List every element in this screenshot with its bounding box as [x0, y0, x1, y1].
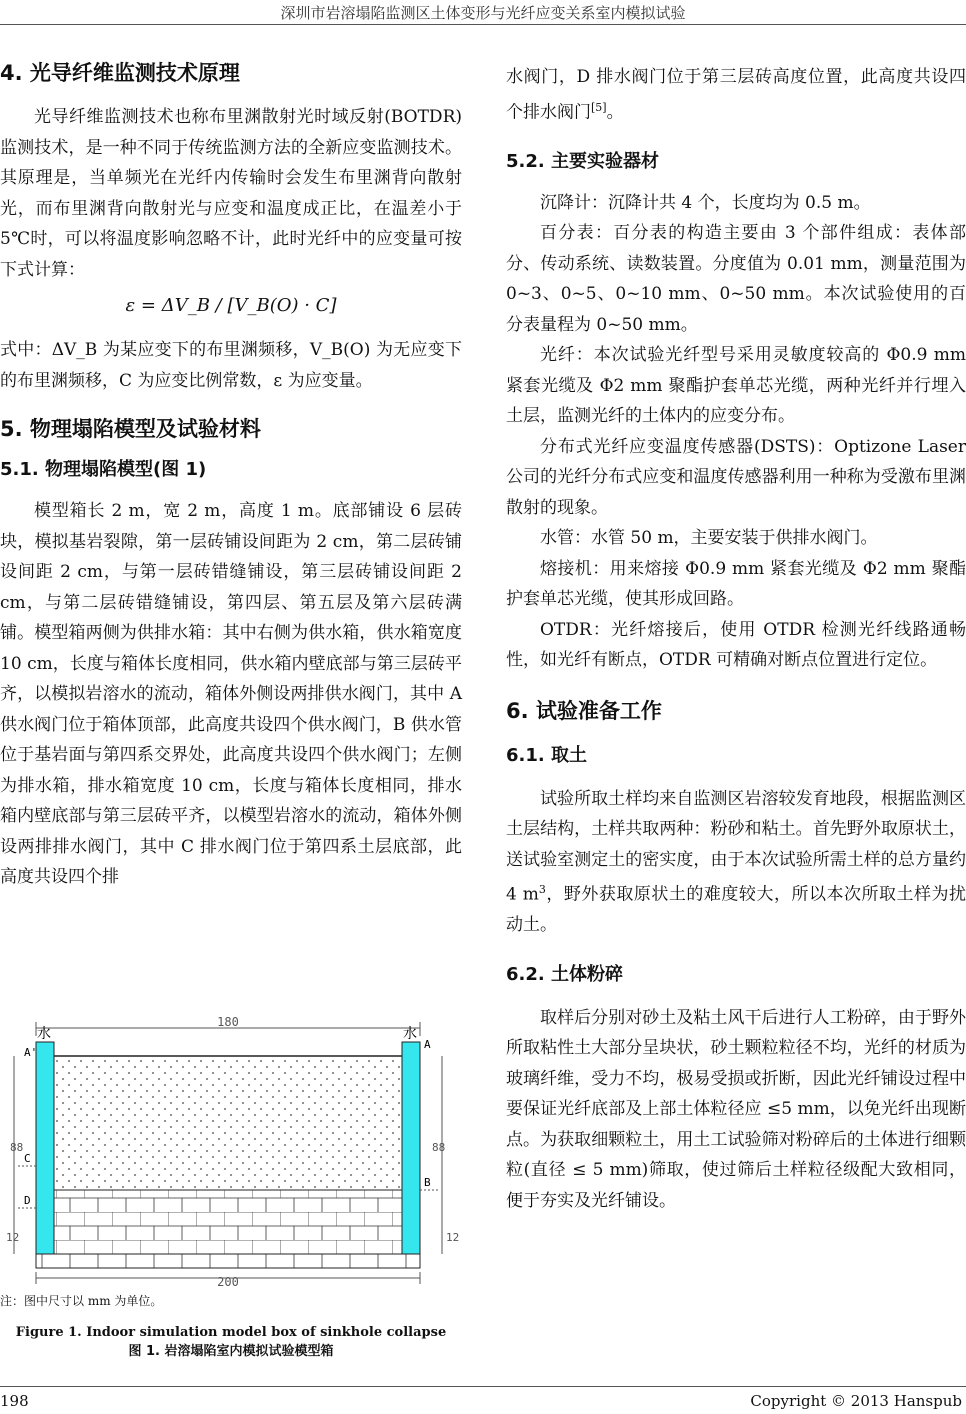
right-water-label: 水 [403, 1026, 417, 1042]
bottom-dimension-label: 200 [217, 1275, 239, 1286]
figure-caption-zh: 图 1. 岩溶塌陷室内模拟试验模型箱 [128, 1344, 334, 1359]
section-4-paragraph-2: 式中：ΔV_B 为某应变下的布里渊频移，V_B(O) 为无应变下的布里渊频移，C 为应变比例常数，ε 为应变量。 [0, 340, 462, 391]
section-6-1-title: 6.1. 取土 [506, 744, 587, 766]
figure-note: 注：图中尺寸以 mm 为单位。 [0, 1294, 163, 1308]
otdr-paragraph: OTDR：光纤熔接后，使用 OTDR 检测光纤线路通畅性，如光纤有断点，OTDR 可精确对断点位置进行定位。 [506, 619, 966, 671]
section-5-title: 5. 物理塌陷模型及试验材料 [0, 417, 261, 441]
right-water-tank [402, 1042, 420, 1254]
strain-formula: ε = ΔV_B / [V_B(O) · C] [125, 295, 337, 316]
figure-1 [0, 1016, 462, 1359]
settlement-gauge-paragraph: 沉降计：沉降计共 4 个，长度均为 0.5 m。 [540, 192, 871, 213]
right-base-label: 12 [446, 1231, 460, 1244]
valve-label-a: A [424, 1038, 431, 1051]
cubic-superscript: 3 [538, 883, 546, 897]
section-4-paragraph-1: 光导纤维监测技术也称布里渊散射光时域反射(BOTDR)监测技术，是一种不同于传统监测方法的全新应变监测技术。其原理是，当单频光在光纤内传输时会发生布里渊背向散射光，而布里渊背向散射光与应变和温度成正比，在温差小于 5℃时，可以将温度影响忽略不计，此时光纤中的应变量可按下式计算： [0, 107, 462, 280]
header-rule [0, 24, 966, 25]
copyright-notice: Copyright © 2013 Hanspub [750, 1392, 962, 1410]
brick-base [36, 1254, 420, 1268]
dial-gauge-paragraph: 百分表：百分表的构造主要由 3 个部件组成：表体部分、传动系统、读数装置。分度值为 0.01 mm，测量范围为 0~3、0~5、0~10 mm、0~50 mm。本次试验使用的百分表量程为 0~50 mm。 [506, 223, 966, 335]
left-base-label: 12 [6, 1231, 20, 1244]
fusion-splicer-paragraph: 熔接机：用来熔接 Φ0.9 mm 紧套光缆及 Φ2 mm 聚酯护套单芯光缆，使其形成回路。 [506, 558, 966, 610]
left-water-tank [36, 1042, 54, 1254]
model-box-diagram [0, 1016, 462, 1286]
optical-fiber-paragraph: 光纤：本次试验光纤型号采用灵敏度较高的 Φ0.9 mm 紧套光缆及 Φ2 mm 聚酯护套单芯光缆，两种光纤并行埋入土层，监测光纤的土体内的应变分布。 [506, 345, 966, 427]
top-dimension-label: 180 [217, 1016, 239, 1029]
left-column [0, 54, 462, 893]
section-5-1-paragraph: 模型箱长 2 m，宽 2 m，高度 1 m。底部铺设 6 层砖块，模拟基岩裂隙，第一层砖铺设间距为 2 cm，第二层砖铺设间距 2 cm，与第一层砖错缝铺设，第三层砖铺设间距 2 cm，与第二层砖错缝铺设，第四层、第五层及第六层砖满铺。模型箱两侧为供排水箱：其中右侧为供水箱，供水箱宽度 10 cm，长度与箱体长度相同，供水箱内壁底部与第三层砖平齐，以模拟岩溶水的流动，箱体外侧设两排供水阀门，其中 A 供水阀门位于箱体顶部，此高度共设四个供水阀门，B 供水管位于基岩面与第四系交界处，此高度共设四个供水阀门；左侧为排水箱，排水箱宽度 10 cm，长度与箱体长度相同，排水箱内壁底部与第三层砖平齐，以模型岩溶水的流动，箱体外侧设两排排水阀门，其中 C 排水阀门位于第四系土层底部，此高度共设四个排 [0, 501, 462, 887]
section-4-title: 4. 光导纤维监测技术原理 [0, 61, 240, 85]
soil-layer [54, 1056, 402, 1190]
section-6-title: 6. 试验准备工作 [506, 698, 662, 723]
footer-rule [0, 1386, 966, 1387]
running-head: 深圳市岩溶塌陷监测区土体变形与光纤应变关系室内模拟试验 [280, 4, 686, 22]
valve-label-d: D [24, 1194, 31, 1207]
valve-label-b: B [424, 1176, 431, 1189]
valve-label-a-prime: A' [24, 1046, 38, 1059]
brick-layers [54, 1190, 402, 1254]
dsts-paragraph: 分布式光纤应变温度传感器(DSTS)：Optizone Laser 公司的光纤分布式应变和温度传感器利用一种称为受激布里渊散射的现象。 [506, 436, 966, 518]
section-5-1-title: 5.1. 物理塌陷模型(图 1) [0, 459, 207, 480]
figure-caption-en: Figure 1. Indoor simulation model box of sinkhole collapse [15, 1325, 447, 1340]
continuation-end: 。 [606, 102, 624, 123]
reference-5[interactable]: [5] [591, 100, 607, 114]
continuation-text: 水阀门，D 排水阀门位于第三层砖高度位置，此高度共设四个排水阀门 [506, 67, 966, 123]
page-number: 198 [0, 1392, 29, 1410]
section-5-1-continuation [506, 62, 966, 128]
valve-label-c: C [24, 1152, 31, 1165]
top-dimension [36, 1016, 420, 1036]
left-water-label: 水 [37, 1026, 51, 1042]
bottom-dimension [36, 1272, 420, 1286]
right-height-label: 88 [432, 1141, 446, 1154]
left-height-label: 88 [10, 1141, 24, 1154]
section-6-1-text-end: ，野外获取原状土的难度较大，所以本次所取土样为扰动土。 [506, 884, 966, 936]
right-column [506, 62, 966, 1216]
section-5-2-title: 5.2. 主要实验器材 [506, 150, 659, 172]
water-pipe-paragraph: 水管：水管 50 m，主要安装于供排水阀门。 [540, 528, 878, 549]
section-6-2-paragraph: 取样后分别对砂土及粘土风干后进行人工粉碎，由于野外所取粘性土大部分呈块状，砂土颗粒粒径不均，光纤的材质为玻璃纤维，受力不均，极易受损或折断，因此光纤铺设过程中要保证光纤底部及上部土体粒径应 ≤5 mm，以免光纤出现断点。为获取细颗粒土，用土工试验筛对粉碎后的土体进行细颗粒(直径 ≤ 5 mm)筛取，使过筛后土样粒径级配大致相同，便于夯实及光纤铺设。 [506, 1007, 966, 1211]
section-6-2-title: 6.2. 土体粉碎 [506, 963, 623, 985]
section-6-1-paragraph [506, 784, 966, 941]
section-6-1-text: 试验所取土样均来自监测区岩溶较发育地段，根据监测区土层结构，土样共取两种：粉砂和粘土。首先野外取原状土，送试验室测定土的密实度，由于本次试验所需土样的总方量约 4 m [506, 788, 966, 905]
